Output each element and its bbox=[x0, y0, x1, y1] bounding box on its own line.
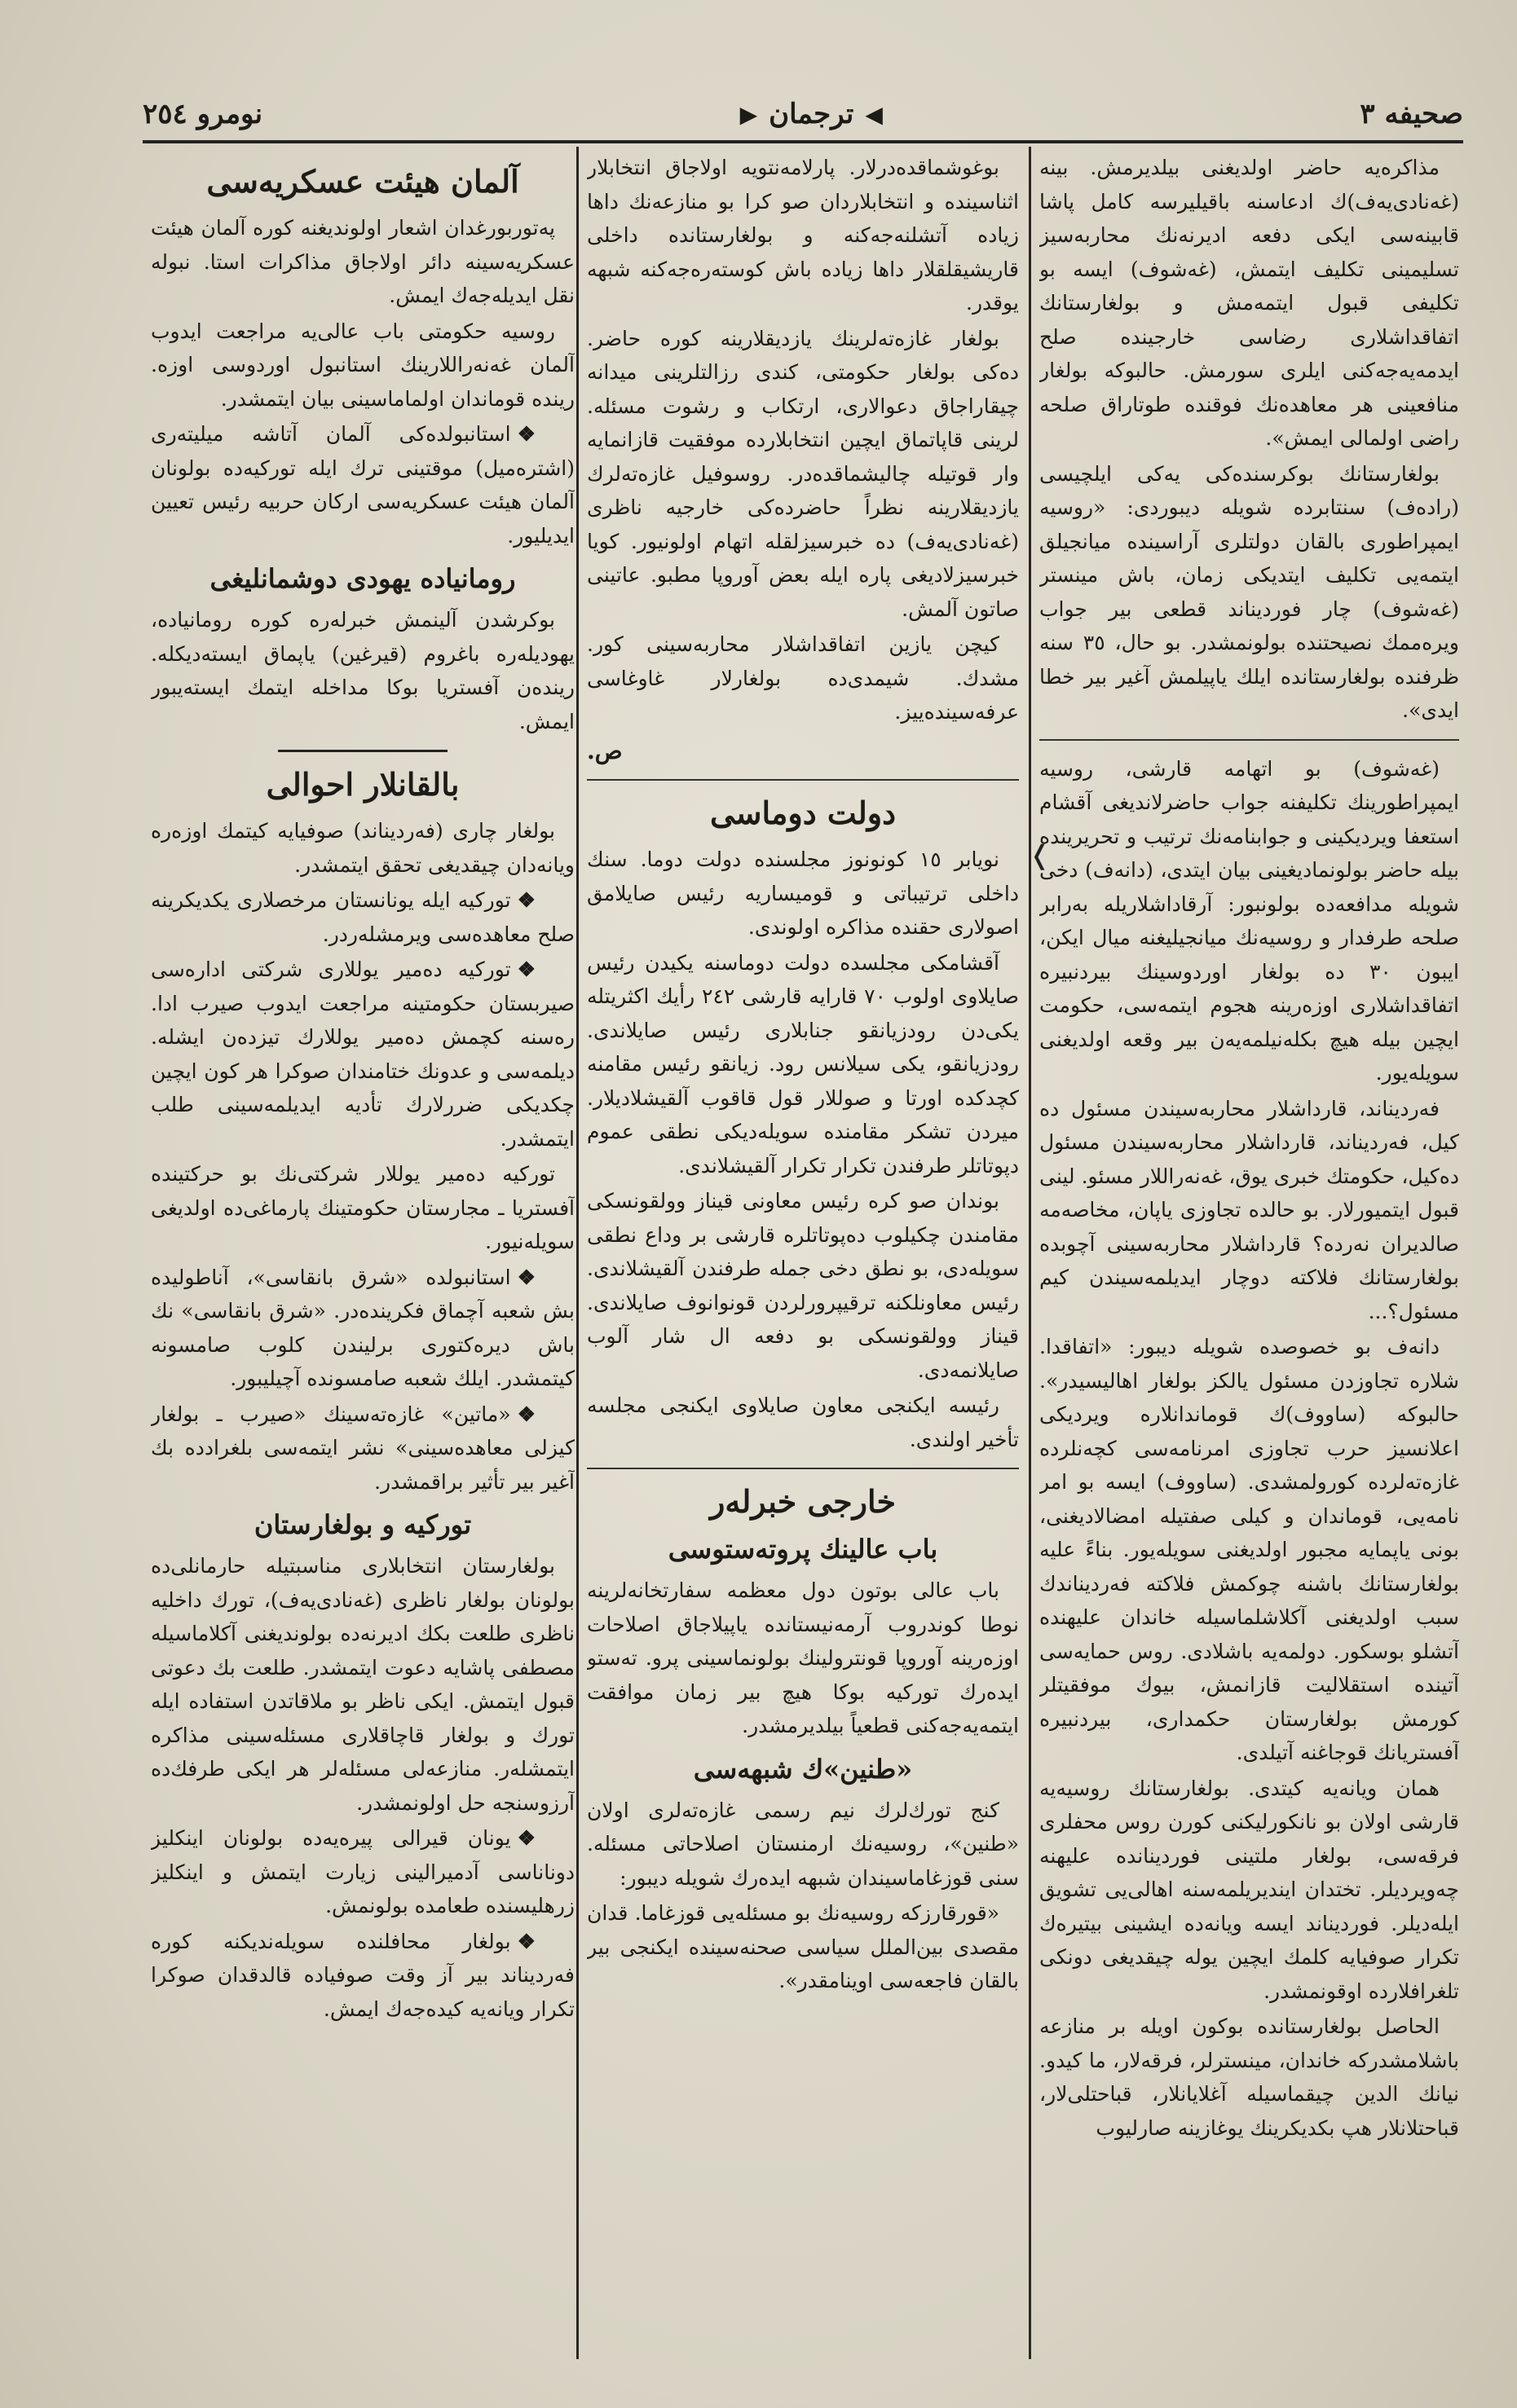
bullet-diamond-icon: ❖ bbox=[517, 422, 536, 446]
section-separator bbox=[1039, 739, 1459, 741]
author-signature: ص. bbox=[587, 737, 623, 764]
article-paragraph bbox=[151, 315, 575, 416]
article-paragraph bbox=[587, 843, 1019, 944]
article-paragraph bbox=[1039, 151, 1459, 456]
paragraph-text: كنج تورك‌لرك نیم رسمی غازه‌ته‌لری اولان «طنین»، روسیه‌نك ارمنستان اصلاحاتی مسئله. سنی قوزغاماسیندان شبهه ایده‌رك شویله دیبور: bbox=[587, 1798, 1019, 1890]
article-paragraph bbox=[587, 1574, 1019, 1743]
paragraph-text: الحاصل بولغارستانده بوكون اویله بر منازعه باشلامشدركه خاندان، مینستر‌لر، فرقه‌لار، ما كیدو. نیانك الدین چیقماسیله آغلایانلار، قباحتلی‌لار، قباحتلانلار هپ بكدیكرینك یوغازینه صارلیوب bbox=[1039, 2014, 1459, 2140]
paragraph-text: مذاكره‌یه حاضر اولدیغنی بیلدیرمش. بینه (غه‌نادی‌یه‌ف)‌ك ادعاسنه باقیلیرسه كامل پاشا قابینه‌سی ایكی دفعه ادیرنه‌نك محاربه‌سیز تسلیمینی تكلیف ایتمش، (غه‌شوف) ایسه بو تكلیفی قبول ایتمه‌مش و بولغارستانك اتفاقداشلاری رضاسی خارجینده صلح ایدمه‌یه‌جه‌كنی ایلری سورمش. حالبوكه بولغار منافعینی هر معاهده‌نك فوقنده طوتاراق صلحه راضی اولمالی ایمش». bbox=[1039, 156, 1459, 450]
section-separator bbox=[587, 1468, 1019, 1469]
paragraph-text: بوغوشماقده‌درلار. پارلامه‌نتویه اولاجاق انتخابلار اثناسینده و انتخابلاردان صو كرا بو منازعه‌نك داها زیاده آتشلنه‌جه‌كنه و بولغارستانده داخلی قاریشیقلقلار داها زیاده باش كوسته‌ره‌جه‌كنه شبهه یوقدر. bbox=[587, 156, 1019, 315]
left-arrow-icon: ◀ bbox=[865, 100, 883, 128]
article-heading: بالقانلار احوالی bbox=[266, 766, 460, 803]
column-divider-left bbox=[576, 147, 579, 2359]
right-arrow-icon: ▶ bbox=[739, 100, 758, 128]
paragraph-text: بوندان صو كره رئیس معاونی قیناز وولقونسكی مقامندن چكیلوب ده‌پوتاتلره قارشی بر وداع نطقی سویله‌دی، بو نطق دخی جمله طرفندن آلقیشلاندی. رئیس معاونلكنه ترقیپرورلردن قونوانوف صایلاندی. قیناز وولقونسكی بو دفعه ال شار آلوب صایلانمه‌دی. bbox=[587, 1189, 1019, 1382]
article-paragraph bbox=[151, 603, 575, 738]
article-paragraph bbox=[151, 1157, 575, 1259]
article-paragraph bbox=[587, 151, 1019, 320]
article-subheading: رومانیاده یهودی دوشمانلیغی bbox=[209, 563, 516, 594]
article-paragraph bbox=[151, 211, 575, 313]
paragraph-text: توركیه ده‌میر یوللار شركتی‌نك بو حركتینده آفستریا ـ مجارستان حكومتینك پارماغی‌ده اولدیغی سویله‌نیور. bbox=[151, 1162, 575, 1253]
bullet-diamond-icon: ❖ bbox=[517, 957, 536, 981]
article-paragraph bbox=[1039, 457, 1459, 728]
article-heading: دولت دوماسی bbox=[709, 795, 897, 831]
paragraph-text: بولغارستانك بوكرسنده‌كی یه‌كی ایلچیسی (راده‌ف) سنتابرده شویله دیبوردی: «روسیه ایمپراطوری بالقان دولتلری آراسینده میانجیلق ایتمه‌یی تكلیف ایتدیكی زمان، باش مینستر (غه‌شوف) چار فوردیناند قطعی بیر جواب ویره‌ممك نصیحتنده بولونمشدر. بو حال، ٣٥ سنه ظرفنده بولغارستانده ایلك یاپیلمش آغیر بیر خطا ایدی». bbox=[1039, 461, 1459, 722]
article-paragraph bbox=[587, 627, 1019, 729]
paper-title-group bbox=[740, 98, 883, 130]
paragraph-text: دانه‌ف بو خصوصده شویله دیبور: «اتفاقدا. شلاره تجاوزدن مسئول یالكز بولغار اهالیسیدر». حالبوكه (ساووف)‌ك قوماندانلاره ویردیكی اعلانسیز حرب تجاوزی امرنامه‌سی كچه‌نلرده غازه‌ته‌لرده كورولمشدی. (ساووف) ایسه بو امر نامه‌یی، قوماندان و كیلی صفتیله امضالادیغنی، بونی یاپمایه مجبور اولدیغنی سویله‌یور. بناءً علیه بولغارستانك باشنه چوكمش فلاكته فه‌ردیناندك سبب اولدیغنی آكلاشلماسیله خاندان علیهنده آتشلو بوسكور. دولمه‌یه باشلادی. روس حمایه‌سی آتینده استقلالیت قازانمش، بیوك موفقیتلر كورمش بولغارستان حكمداری، بیردنبیره آفستریانك قوجاغنه آتیلدی. bbox=[1039, 1335, 1459, 1764]
paragraph-text: بوكرشدن آلینمش خبرلەره كوره رومانیاده، یهودیلەره باغروم (قیرغین) یاپماق ایسته‌دیكله. رینده‌ن آفستریا بوكا مداخله ایتمك ایسته‌یبور ایمش. bbox=[151, 608, 575, 733]
article-paragraph bbox=[1039, 752, 1459, 1090]
bullet-diamond-icon: ❖ bbox=[517, 1402, 536, 1426]
article-paragraph bbox=[151, 883, 575, 951]
paragraph-text: رئیسه ایكنجی معاون صایلاوی ایكنجی مجلسه تأخیر اولندی. bbox=[587, 1393, 1019, 1451]
paragraph-text: بولغارستان انتخابلاری مناسبتیله حارمانلی‌ده بولونان بولغار ناظری (غه‌نادی‌یه‌ف)، تورك داخلیه ناظری طلعت بكك ادیرنه‌ده بولوندیغنی آكلاماسیله مصطفی پاشایه دعوت ایتمشدر. طلعت بك دعوتی قبول ایتمش. ایكی ناظر بو ملاقاتدن استفاده ایله تورك و بولغار قاچاقلاری مسئله‌سینی مذاكره ایتمشلەر. منازعه‌لی مسئله‌لر هر ایكی طرفك‌ده آرزوسنجه حل اولونمشدر. bbox=[151, 1554, 575, 1815]
article-subheading: باب عالینك پروته‌ستوسی bbox=[668, 1534, 938, 1565]
article-paragraph bbox=[1039, 1330, 1459, 1770]
article-paragraph bbox=[151, 1398, 575, 1499]
paragraph-text: یونان قیرالی پیره‌یه‌ده بولونان اینكلیز دوناناسی آدمیرالینی زیارت ایتمش و اینكلیز زرهلیسنده طعامده بولونمش. bbox=[151, 1826, 575, 1917]
paragraph-text: بولغار غازه‌ته‌لرینك یازدیقلارینه كوره حاضر. ده‌كی بولغار حكومتی، كندی رزالتلرینی میدانه چیقاراجاق دعوالاری، ارتكاب و رشوت مسئله. لرینی قاپاتماق ایچین انتخابلارده موفقیت قازانمایه وار قوتیله چالیشماقده‌در. روسوفیل غازه‌ته‌لرك یازدیقلارینه نظراً حاضرده‌كی خارجیه ناظری (غه‌نادی‌یه‌ف) ده خبرسیزلقله اتهام اولونیور. كویا خبرسیزلادیغی پاره ایله بعض آوروپا مطبو. عاتینی صاتون آلمش. bbox=[587, 326, 1019, 621]
paragraph-text: همان ویانه‌یه كیتدی. بولغارستانك روسیه‌یه قارشی اولان بو نانكورلیكنی كورن روس محفلری فرقه‌سی، بولغار ملتینی فوردینانده علیهنه چه‌ویردیلر. تختدان ایندیریلمه‌سنه اهالی‌یی تشویق ایله‌دیلر. فوردیناند ایسه ویانه‌ده ایشینی بیتیره‌ك تكرار صوفیایه كلمك ایچین یوله چیقدیغی دونكی تلغرافلارده اوقونمشدر. bbox=[1039, 1776, 1459, 2003]
bullet-diamond-icon: ❖ bbox=[517, 1265, 536, 1289]
bullet-diamond-icon: ❖ bbox=[517, 1929, 536, 1953]
article-paragraph bbox=[1039, 1092, 1459, 1329]
column-divider-right bbox=[1029, 147, 1031, 2359]
article-paragraph bbox=[151, 814, 575, 882]
column-left bbox=[151, 151, 575, 2359]
article-paragraph bbox=[151, 1261, 575, 1396]
paragraph-text: آقشامكی مجلسده دولت دوماسنه یكیدن رئیس صایلاوی اولوب ٧٠ قارایه قارشی ٢٤٢ رأیك اكثریتله یكی‌دن رودزیانقو جنابلاری رئیس صایلاندی. رودزیانقو، یكی سیلانس رود. زیانقو رئیس مقامنه كچدكده اورتا و صوللار قول قاقوب آلقیشلادیلار. میردن تشكر مقامنده سویله‌دیكی نطقی عموم دپوتاتلر طرفندن تكرار تكرار آلقیشلاندی. bbox=[587, 950, 1019, 1178]
paragraph-text: كیچن یازین اتفاقداشلار محاربه‌سینی كور. مشدك. شیمدی‌ده بولغارلار غاوغاسی عرفه‌سینده‌ییز. bbox=[587, 632, 1019, 724]
paragraph-text: پەتوربورغدان اشعار اولوندیغنه كوره آلمان هیئت عسكریه‌سینه دائر اولاجاق مذاكرات استا. نبوله نقل ایدیله‌جه‌ك ایمش. bbox=[151, 216, 575, 307]
article-subheading: توركیه و بولغارستان bbox=[254, 1509, 472, 1540]
paragraph-text: فه‌ردیناند، قارداشلار محاربه‌سیندن مسئول ده كیل، فه‌ردیناند، قارداشلار محاربه‌سیندن مسئول ده‌كیل، حكومتك خبری یوق، غه‌نه‌راللار مسئو. لینی قبول ایتمیورلار. بو حالده تجاوزی یاپان، مخاصه‌مه صالدیران نه‌رده؟ قارداشلار محاربه‌سینی آچوبده بولغارستانك فلاكته دوچار ایدیلمه‌سیندن كیم مسئول؟... bbox=[1039, 1096, 1459, 1323]
section-separator bbox=[278, 750, 448, 752]
issue-number: نومرو ٢٥٤ bbox=[143, 98, 263, 130]
margin-mark: ❬ bbox=[1029, 839, 1051, 870]
paragraph-text: استانبولده‌كی آلمان آتاشه میلیته‌ری (اشتره‌میل) موقتینی ترك ایله تورکیه‌ده بولونان آلمان هیئت عسكریه‌سی اركان حربیه رئیس تعیین ایدیلیور. bbox=[151, 422, 575, 548]
paragraph-text: باب عالی بوتون دول معظمه سفارتخانه‌لرینه نوطا كوندروب آرمه‌نیستانده یاپیلاجاق اصلاحات اوزه‌رینه آوروپا قونترولینك بولونماسینی پرو. تەستو ایده‌رك تورکیه بوكا هیچ بیر زمان موافقت ایتمه‌یه‌جه‌كنی قطعیاً بیلدیرمشدر. bbox=[587, 1578, 1019, 1737]
column-middle bbox=[587, 151, 1019, 2359]
article-paragraph bbox=[1039, 2010, 1459, 2145]
article-paragraph bbox=[587, 1896, 1019, 1998]
article-heading: خارجی خبرلەر bbox=[709, 1483, 897, 1520]
article-paragraph bbox=[587, 946, 1019, 1183]
section-separator bbox=[587, 779, 1019, 781]
paragraph-text: نویابر ١٥ كونونوز مجلسنده دولت دوما. سنك داخلی ترتیباتی و قومیساریه رئیس صایلامق اصولاری حقنده مذاكره اولوندی. bbox=[587, 847, 1019, 939]
paragraph-text: (غه‌شوف) بو اتهامه قارشی، روسیه ایمپراطورینك تكلیفنه جواب حاضرلاندیغی آقشام استعفا ویردیكینی و جوابنامه‌نك ترتیب و تحریرینده بیله حاضر بولونمادیغینی بیان ایتدی، (دانه‌ف) دخی شویله مدافعه‌ده بولونبور: آرقاداشلاریله به‌رابر صلحه طرفدار و روسیه‌نك میانجیلیغنه میال ایكن، ایبون ٣٠ ده بولغار اوردوسینك بیردنبیره اتفاقداشلاری اوزه‌رینه هجوم ایتمه‌سی، حكومت ایچین بیله هیچ بكله‌نیلمه‌یه‌ن بیر وقعه اولدیغنی سویله‌یور. bbox=[1039, 756, 1459, 1085]
paragraph-text: بولغار چاری (فه‌ردیناند) صوفیایه كیتمك اوزه‌ره ویانه‌دان چیقدیغی تحقق ایتمشدر. bbox=[151, 819, 575, 877]
article-paragraph bbox=[587, 1184, 1019, 1387]
paragraph-text: «ماتین» غازه‌ته‌سینك «صیرب ـ بولغار كیزلی معاهده‌سینی» نشر ایتمه‌سی بلغرادده بك آغیر بیر تأثیر براقمشدر. bbox=[151, 1402, 575, 1494]
article-paragraph bbox=[151, 1925, 575, 2027]
column-right bbox=[1039, 151, 1459, 2359]
paragraph-text: توركیه ایله یونانستان مرخصلاری یكدیكرینه صلح معاهده‌سی ویرمشله‌ردر. bbox=[151, 888, 575, 946]
article-paragraph bbox=[151, 953, 575, 1156]
bullet-diamond-icon: ❖ bbox=[517, 888, 536, 912]
article-paragraph bbox=[587, 1389, 1019, 1456]
paragraph-text: استانبولده «شرق بانقاسی»، آناطولیده بش شعبه آچماق فكرینده‌در. «شرق بانقاسی» نك باش دیره‌كتوری برلیندن كلوب صامسونه كیتمشدر. ایلك شعبه صامسونده آچیلیبور. bbox=[151, 1265, 575, 1390]
article-subheading: «طنین»‌ك شبهه‌سی bbox=[693, 1753, 913, 1785]
article-paragraph bbox=[587, 322, 1019, 627]
page-number: صحیفه ٣ bbox=[1360, 98, 1463, 130]
article-paragraph bbox=[1039, 1772, 1459, 2009]
masthead bbox=[143, 86, 1463, 143]
article-paragraph bbox=[151, 1549, 575, 1820]
paper-title: ترجمان bbox=[769, 98, 854, 130]
bullet-diamond-icon: ❖ bbox=[517, 1826, 536, 1850]
article-heading: آلمان هیئت عسكریه‌سی bbox=[206, 163, 519, 200]
article-paragraph bbox=[587, 1794, 1019, 1895]
paragraph-text: روسیه حكومتی باب عالی‌یه مراجعت ایدوب آلمان غه‌نه‌راللارینك استانبول اوردوسی اوزه. رینده قوماندان اولماماسینی بیان ایتمشدر. bbox=[151, 319, 575, 411]
paragraph-text: توركیه ده‌میر یوللاری شركتی اداره‌سی صیربستان حكومتینه مراجعت ایدوب صیرب ادا. ره‌سنه كچمش ده‌میر یوللارك تیزده‌ن ایشله. دیلمه‌سی و عدونك ختامندان صوكرا هر كون ایچین چكدیكی ضررلارك تأدیه ایدیلمه‌سینی طلب ایتمشدر. bbox=[151, 957, 575, 1151]
article-paragraph bbox=[151, 417, 575, 552]
article-paragraph bbox=[151, 1821, 575, 1923]
paragraph-text: «قورقارزكه روسیه‌نك بو مسئله‌یی قوزغاما. قدان مقصدی بین‌الملل سیاسی صحنه‌سینده ایكنجی بیر بالقان فاجعه‌سی اوینامقدر». bbox=[587, 1901, 1019, 1992]
paragraph-text: بولغار محافلنده سویله‌ندیكنه كوره فه‌ردیناند بیر آز وقت صوفیاده قالدقدان صوكرا تكرار ویانه‌یه كیده‌جه‌ك ایمش. bbox=[151, 1929, 575, 2021]
header-rule bbox=[143, 140, 1463, 143]
